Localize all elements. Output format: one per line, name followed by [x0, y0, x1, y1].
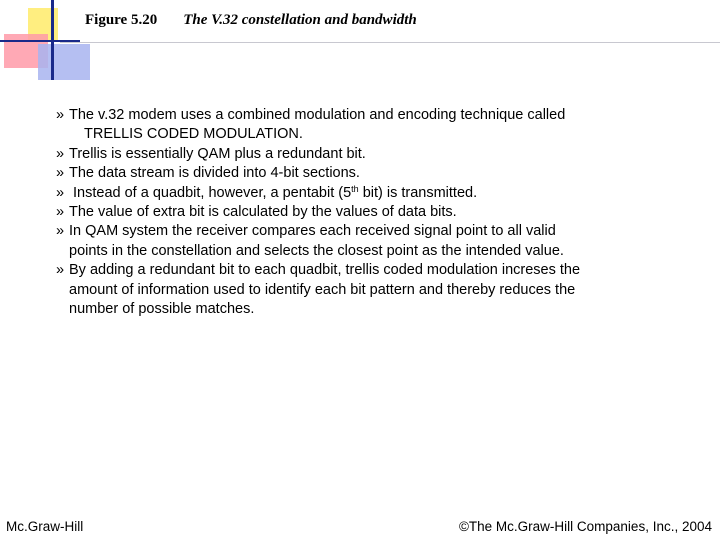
figure-caption: The V.32 constellation and bandwidth: [183, 12, 417, 28]
bullet-line: number of possible matches.: [69, 301, 255, 318]
slide-title: [85, 12, 417, 29]
bullet-line: [69, 184, 696, 203]
bullet-line: The v.32 modem uses a combined modulation and encoding technique called: [69, 107, 566, 123]
bullet-item: [56, 261, 696, 319]
bullet-text: Instead of a quadbit, however, a pentabit (5: [69, 184, 352, 201]
bullet-marker: »: [56, 262, 65, 279]
bullet-line: The data stream is divided into 4-bit sections.: [69, 165, 360, 182]
bullet-marker: »: [56, 184, 65, 201]
bullet-item: [56, 164, 696, 183]
title-rule: [60, 42, 720, 43]
decor-blue-block: [38, 44, 90, 80]
bullet-line: Trellis is essentially QAM plus a redundant bit.: [69, 145, 366, 162]
bullet-marker: »: [56, 223, 65, 240]
bullet-line: The value of extra bit is calculated by the values of data bits.: [69, 204, 457, 221]
superscript: th: [351, 183, 359, 194]
footer-publisher: Mc.Graw-Hill: [6, 519, 84, 534]
bullet-line: In QAM system the receiver compares each received signal point to all valid: [69, 223, 556, 240]
bullet-marker: »: [56, 145, 65, 162]
bullet-line: By adding a redundant bit to each quadbit, trellis coded modulation increses the: [69, 262, 581, 279]
bullet-item: [56, 222, 696, 261]
bullet-text: bit) is transmitted.: [358, 184, 478, 201]
bullet-item: [56, 203, 696, 222]
bullet-line: amount of information used to identify each bit pattern and thereby reduces the: [69, 281, 576, 298]
bullet-marker: »: [56, 107, 65, 123]
bullet-marker: »: [56, 165, 65, 182]
bullet-list: [56, 106, 696, 319]
bullet-line: points in the constellation and selects the closest point as the intended value.: [69, 242, 564, 259]
bullet-item: [56, 184, 696, 203]
bullet-line: TRELLIS CODED MODULATION.: [84, 126, 303, 143]
figure-label: Figure 5.20: [85, 12, 158, 28]
footer-copyright: ©The Mc.Graw-Hill Companies, Inc., 2004: [458, 519, 712, 534]
bullet-item: [56, 106, 696, 145]
bullet-item: [56, 145, 696, 164]
bullet-marker: »: [56, 204, 65, 221]
